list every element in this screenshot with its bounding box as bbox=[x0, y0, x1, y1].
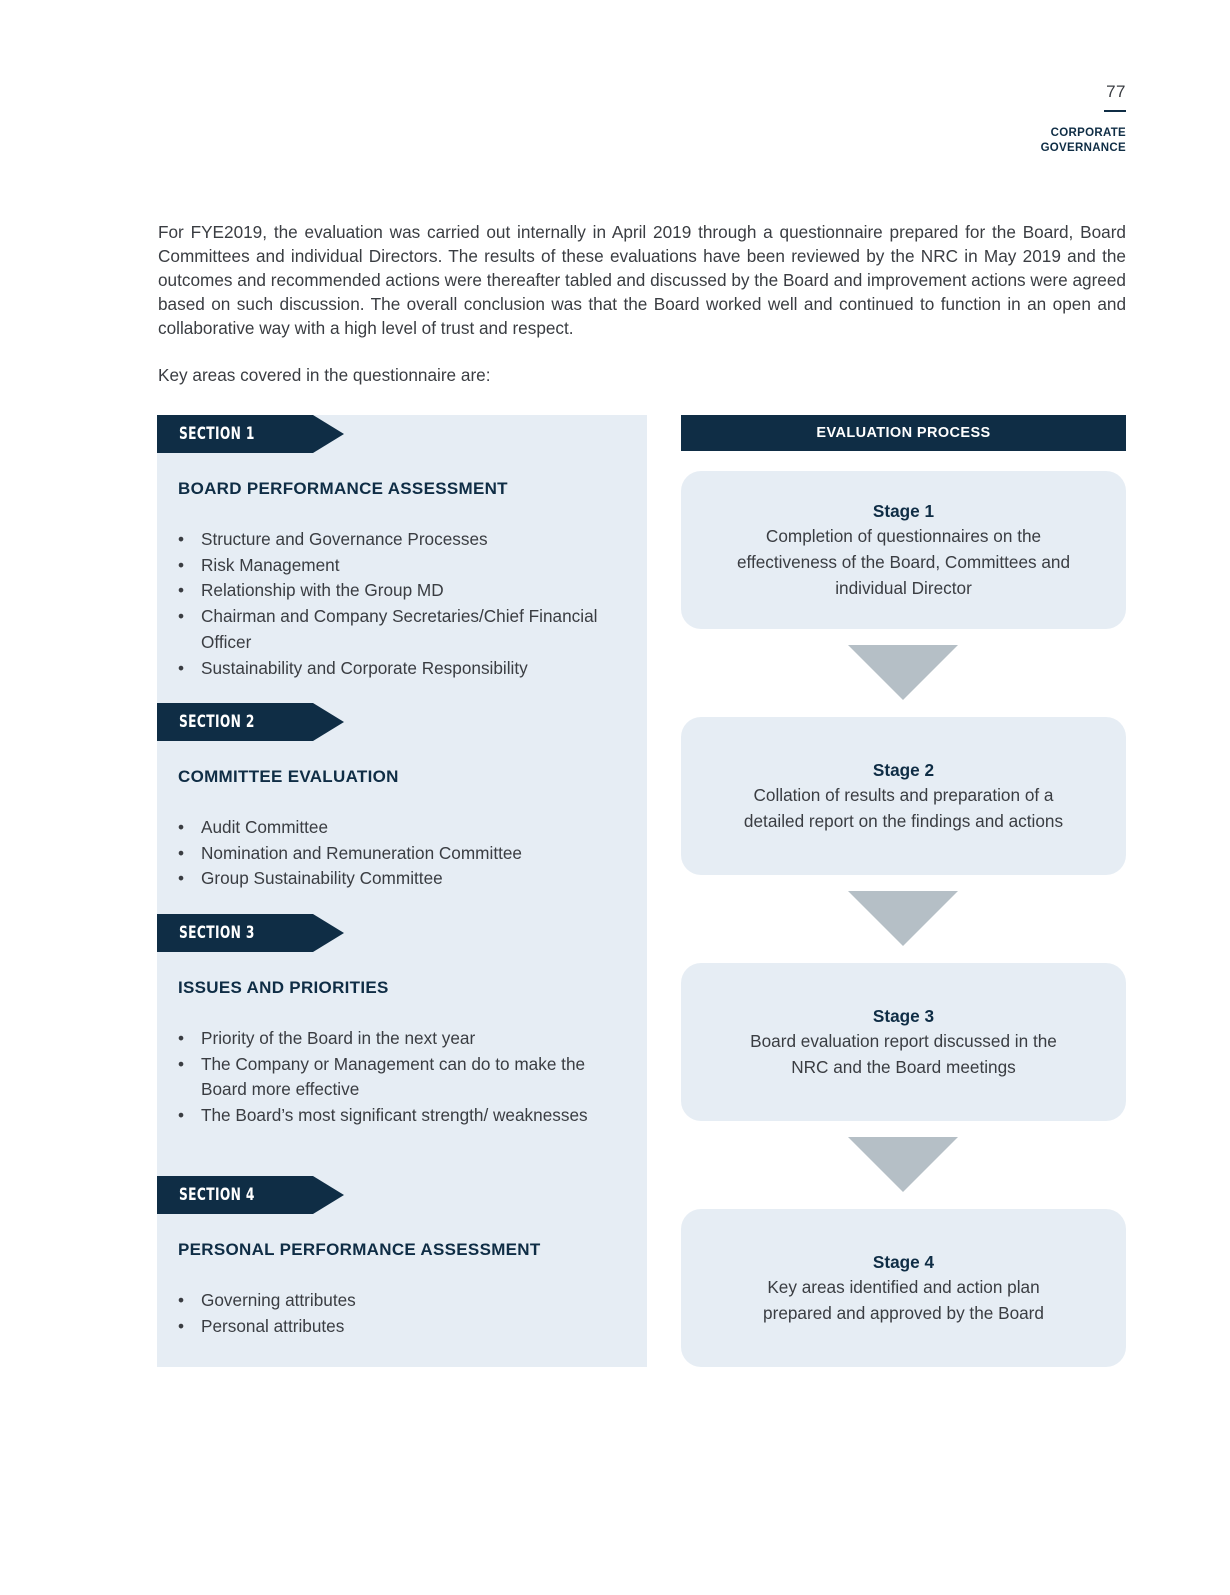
intro-paragraph: For FYE2019, the evaluation was carried out internally in April 2019 through a questionnaire prepared for the Board, Board Committees and individual Directors. The results of these evaluations have been reviewed by the NRC in May 2019 and the outcomes and recommended actions were thereafter tabled and discussed by the Board and improvement actions were agreed based on such discussion. The overall conclusion was that the Board worked well and continued to function in an open and collaborative way with a high level of trust and respect. bbox=[158, 222, 1126, 338]
section-3-tag-label: SECTION 3 bbox=[179, 923, 255, 943]
section-4-tag-label: SECTION 4 bbox=[179, 1185, 255, 1205]
section-label-line-2: GOVERNANCE bbox=[1040, 142, 1126, 154]
page-number: 77 bbox=[1106, 82, 1126, 101]
stage-4-box bbox=[681, 1209, 1126, 1367]
stage-3-description: Board evaluation report discussed in the NRC and the Board meetings bbox=[750, 1031, 1057, 1077]
stage-2-title: Stage 2 bbox=[872, 760, 935, 781]
section-4-list bbox=[178, 1288, 628, 1339]
stage-3-box bbox=[681, 963, 1126, 1121]
section-3-title: ISSUES AND PRIORITIES bbox=[178, 978, 389, 997]
section-4-title: PERSONAL PERFORMANCE ASSESSMENT bbox=[178, 1240, 541, 1259]
list-item: • Chairman and Company Secretaries/Chief Financial Officer bbox=[178, 604, 628, 655]
section-1-tag-label: SECTION 1 bbox=[179, 424, 255, 444]
list-item: • Structure and Governance Processes bbox=[178, 527, 628, 553]
stage-2-box bbox=[681, 717, 1126, 875]
section-2-tag-label: SECTION 2 bbox=[179, 712, 255, 732]
down-arrow-icon bbox=[848, 645, 958, 700]
list-item: • Governing attributes bbox=[178, 1288, 628, 1314]
list-item: • The Board’s most significant strength/ weaknesses bbox=[178, 1103, 628, 1129]
list-item: • The Company or Management can do to make the Board more effective bbox=[178, 1052, 628, 1103]
section-3-list bbox=[178, 1026, 628, 1129]
section-1-title: BOARD PERFORMANCE ASSESSMENT bbox=[178, 479, 508, 498]
section-1-list bbox=[178, 527, 628, 681]
stage-4-description: Key areas identified and action plan prepared and approved by the Board bbox=[763, 1277, 1044, 1323]
list-item: • Nomination and Remuneration Committee bbox=[178, 841, 628, 867]
stage-3-title: Stage 3 bbox=[872, 1006, 935, 1027]
list-item: • Relationship with the Group MD bbox=[178, 578, 628, 604]
down-arrow-icon bbox=[848, 891, 958, 946]
down-arrow-icon bbox=[848, 1137, 958, 1192]
section-3-tag bbox=[157, 914, 344, 952]
section-4-tag bbox=[157, 1176, 344, 1214]
section-2-list bbox=[178, 815, 628, 892]
stage-1-box bbox=[681, 471, 1126, 629]
section-2-tag bbox=[157, 703, 344, 741]
list-item: • Group Sustainability Committee bbox=[178, 866, 628, 892]
sections-panel bbox=[157, 415, 647, 1367]
list-item: • Priority of the Board in the next year bbox=[178, 1026, 628, 1052]
page-number-rule bbox=[1104, 110, 1126, 112]
list-item: • Risk Management bbox=[178, 553, 628, 579]
stage-2-description: Collation of results and preparation of a detailed report on the findings and actions bbox=[743, 785, 1064, 831]
section-label bbox=[1041, 126, 1126, 156]
section-2-title: COMMITTEE EVALUATION bbox=[178, 767, 399, 786]
section-label-line-1: CORPORATE bbox=[1050, 127, 1126, 139]
lead-text: Key areas covered in the questionnaire are: bbox=[158, 365, 491, 385]
list-item: • Sustainability and Corporate Responsibility bbox=[178, 656, 628, 682]
list-item: • Personal attributes bbox=[178, 1314, 628, 1340]
list-item: • Audit Committee bbox=[178, 815, 628, 841]
evaluation-process-header: EVALUATION PROCESS bbox=[681, 415, 1126, 451]
stage-1-description: Completion of questionnaires on the effectiveness of the Board, Committees and individual Director bbox=[736, 526, 1071, 598]
stage-1-title: Stage 1 bbox=[872, 501, 935, 522]
section-1-tag bbox=[157, 415, 344, 453]
stage-4-title: Stage 4 bbox=[872, 1252, 935, 1273]
